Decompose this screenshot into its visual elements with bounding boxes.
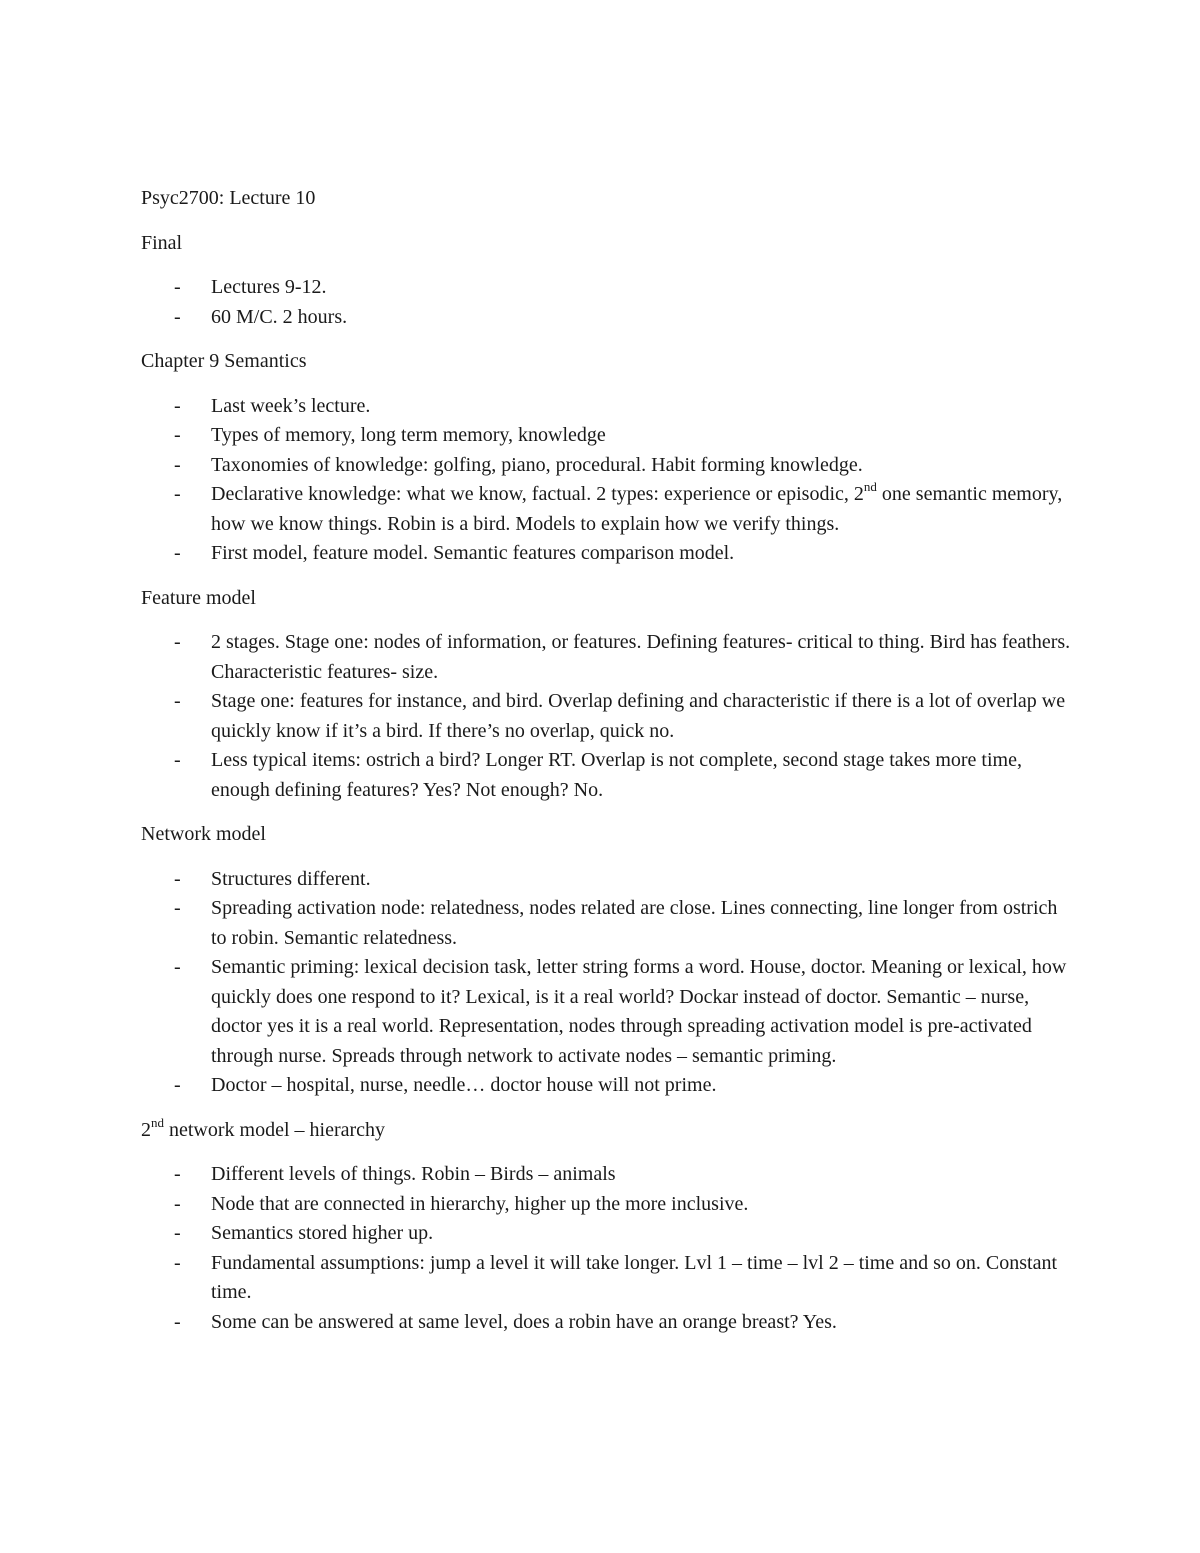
list-item-text: Semantic priming: lexical decision task, letter string forms a word. House, doctor. Meaning or lexical, how quickly does one respond to it? Lexical, is it a real world? Dockar instead of doctor. Semantic – nurse, doctor yes it is a real world. Representation, nodes through spreading activation model is pre-activated through nurse. Spreads through network to activate nodes – semantic priming.	[211, 956, 1067, 1067]
list-item-text: Lectures 9-12.	[211, 276, 327, 298]
list-item	[141, 865, 1071, 895]
section-heading-network-model: Network model	[141, 823, 266, 845]
list-item	[141, 303, 1071, 333]
list-item-text: Stage one: features for instance, and bird. Overlap defining and characteristic if there is a lot of overlap we quickly know if it’s a bird. If there’s no overlap, quick no.	[211, 690, 1066, 742]
bullet-dash: -	[174, 1222, 181, 1244]
list-item	[141, 451, 1071, 481]
list-item-text: Spreading activation node: relatedness, nodes related are close. Lines connecting, line longer from ostrich to robin. Semantic relatedness.	[211, 897, 1058, 949]
bullet-list-final	[141, 273, 1071, 332]
bullet-dash: -	[174, 897, 181, 919]
list-item	[141, 746, 1071, 805]
list-item	[141, 1249, 1071, 1308]
list-item-text: Fundamental assumptions: jump a level it will take longer. Lvl 1 – time – lvl 2 – time and so on. Constant time.	[211, 1251, 1058, 1303]
bullet-list-hierarchy-model	[141, 1160, 1071, 1337]
bullet-dash: -	[174, 749, 181, 771]
document-title: Psyc2700: Lecture 10	[141, 187, 316, 209]
section-heading-hierarchy-model: 2nd network model – hierarchy	[141, 1114, 386, 1141]
section-heading-final: Final	[141, 231, 183, 254]
section-heading-feature-model: Feature model	[141, 586, 256, 609]
list-item	[141, 1160, 1071, 1190]
list-item	[141, 894, 1071, 953]
list-item	[141, 392, 1071, 422]
bullet-dash: -	[174, 1251, 181, 1274]
ordinal-suffix: nd	[151, 1114, 164, 1130]
bullet-dash: -	[174, 631, 181, 653]
bullet-dash: -	[174, 394, 181, 417]
list-item-text: Declarative knowledge: what we know, factual. 2 types: experience or episodic, 2nd one semantic memory, how we know things. Robin is a bird. Models to explain how we verify things.	[211, 479, 1063, 535]
bullet-dash: -	[174, 956, 181, 978]
list-item-text: Structures different.	[211, 867, 371, 890]
list-item-text: 60 M/C. 2 hours.	[211, 305, 348, 328]
list-item	[141, 1308, 1071, 1338]
ordinal-suffix: nd	[863, 479, 877, 495]
bullet-dash: -	[174, 424, 181, 446]
bullet-dash: -	[174, 1310, 181, 1333]
list-item	[141, 1219, 1071, 1249]
list-item-text: Taxonomies of knowledge: golfing, piano, procedural. Habit forming knowledge.	[211, 453, 863, 476]
list-item-text: Node that are connected in hierarchy, higher up the more inclusive.	[211, 1192, 749, 1215]
bullet-dash: -	[174, 1192, 181, 1215]
section-heading-chapter-9: Chapter 9 Semantics	[141, 350, 307, 372]
bullet-dash: -	[174, 867, 181, 890]
list-item	[141, 687, 1071, 746]
document-page	[141, 184, 1071, 1352]
bullet-dash: -	[174, 483, 181, 505]
bullet-dash: -	[174, 690, 181, 712]
list-item-text: First model, feature model. Semantic features comparison model.	[211, 542, 735, 564]
bullet-list-network-model	[141, 865, 1071, 1101]
list-item	[141, 628, 1071, 687]
bullet-dash: -	[174, 1074, 181, 1096]
list-item-text: Less typical items: ostrich a bird? Longer RT. Overlap is not complete, second stage takes more time, enough defining features? Yes? Not enough? No.	[211, 749, 1022, 801]
list-item-text: 2 stages. Stage one: nodes of information, or features. Defining features- critical to thing. Bird has feathers. Characteristic features- size.	[211, 631, 1071, 683]
list-item-text: Semantics stored higher up.	[211, 1222, 434, 1244]
list-item	[141, 539, 1071, 569]
list-item-text: Last week’s lecture.	[211, 394, 371, 417]
list-item-text: Some can be answered at same level, does a robin have an orange breast? Yes.	[211, 1310, 837, 1333]
list-item	[141, 273, 1071, 303]
list-item-text: Types of memory, long term memory, knowledge	[211, 424, 606, 446]
list-item	[141, 421, 1071, 451]
bullet-list-feature-model	[141, 628, 1071, 805]
bullet-dash: -	[174, 276, 181, 298]
list-item-text: Doctor – hospital, nurse, needle… doctor house will not prime.	[211, 1074, 717, 1096]
bullet-list-chapter-9	[141, 392, 1071, 569]
list-item	[141, 1190, 1071, 1220]
bullet-dash: -	[174, 453, 181, 476]
list-item	[141, 480, 1071, 539]
list-item	[141, 1071, 1071, 1101]
bullet-dash: -	[174, 305, 181, 328]
list-item	[141, 953, 1071, 1071]
bullet-dash: -	[174, 1163, 181, 1185]
list-item-text: Different levels of things. Robin – Birds – animals	[211, 1163, 616, 1185]
bullet-dash: -	[174, 542, 181, 564]
